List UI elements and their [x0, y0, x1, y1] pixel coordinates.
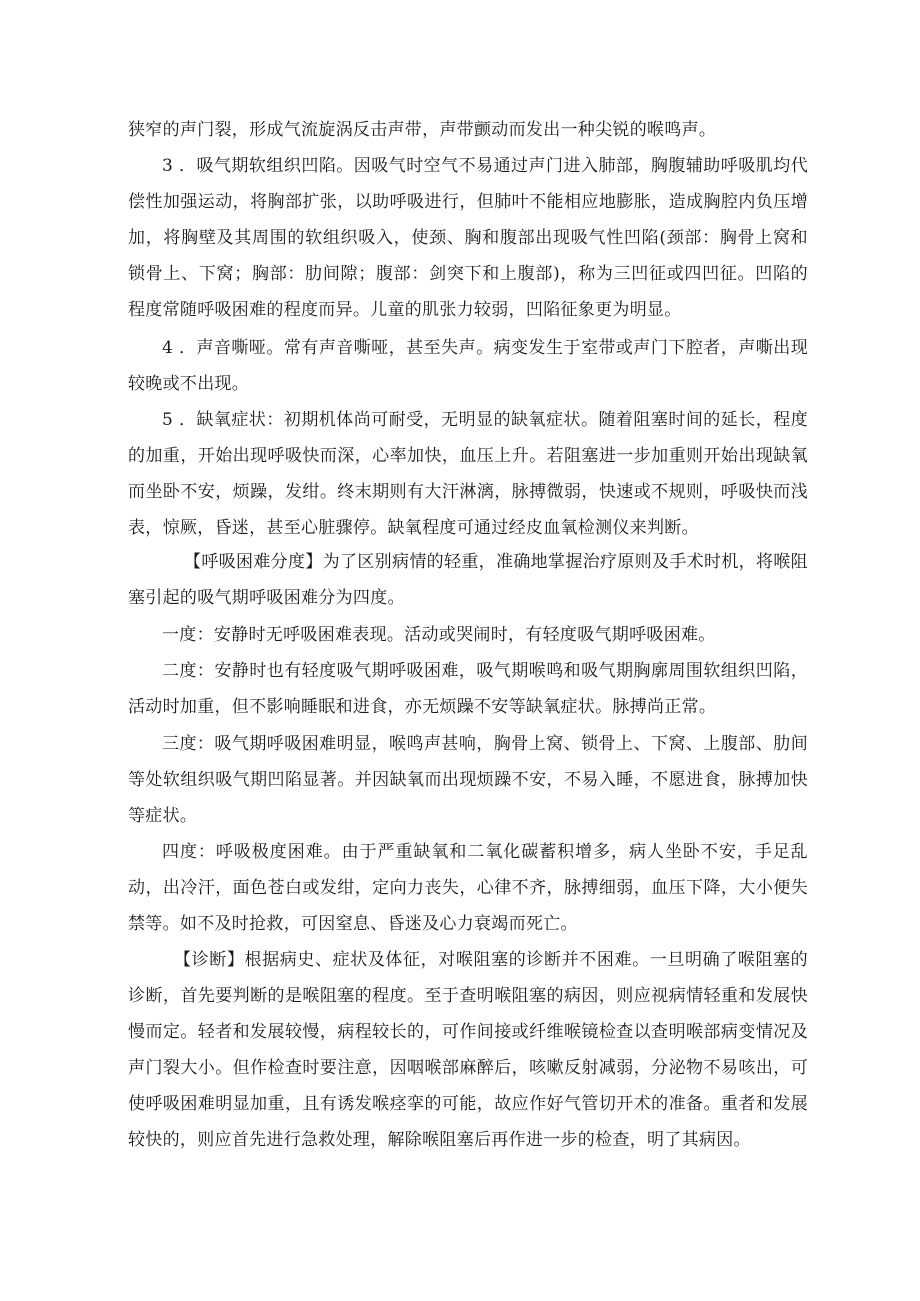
paragraph-grade-one: 一度：安静时无呼吸困难表现。活动或哭闹时，有轻度吸气期呼吸困难。 [162, 625, 716, 645]
paragraph-dyspnea-grading-heading: 【呼吸困难分度】为了区别病情的轻重，准确地掌握治疗原则及手术时机，将喉阻塞引起的吸气期呼吸困难分为四度。 [128, 552, 808, 608]
paragraph-inspiratory-retraction: 3 ．吸气期软组织凹陷。因吸气时空气不易通过声门进入肺部，胸腹辅助呼吸肌均代偿性加强运动，将胸部扩张，以助呼吸进行，但肺叶不能相应地膨胀，造成胸腔内负压增加，将胸壁及其周围的软组织吸入，使颈、胸和腹部出现吸气性凹陷(颈部：胸骨上窝和锁骨上、下窝；胸部：肋间隙；腹部：剑突下和上腹部)，称为三凹征或四凹征。凹陷的程度常随呼吸困难的程度而异。儿童的肌张力较弱，凹陷征象更为明显。 [128, 156, 808, 320]
paragraph-grade-two: 二度：安静时也有轻度吸气期呼吸困难，吸气期喉鸣和吸气期胸廓周围软组织凹陷，活动时加重，但不影响睡眠和进食，亦无烦躁不安等缺氧症状。脉搏尚正常。 [128, 661, 808, 717]
paragraph-stridor-continuation: 狭窄的声门裂，形成气流旋涡反击声带，声带颤动而发出一种尖锐的喉鸣声。 [128, 120, 717, 140]
paragraph-hypoxia-symptoms: 5 ．缺氧症状：初期机体尚可耐受，无明显的缺氧症状。随着阻塞时间的延长，程度的加重，开始出现呼吸快而深，心率加快，血压上升。若阻塞进一步加重则开始出现缺氧而坐卧不安，烦躁，发绀。终末期则有大汗淋漓，脉搏微弱，快速或不规则，呼吸快而浅表，惊厥，昏迷，甚至心脏骤停。缺氧程度可通过经皮血氧检测仪来判断。 [128, 410, 808, 538]
paragraph-grade-three: 三度：吸气期呼吸困难明显，喉鸣声甚响，胸骨上窝、锁骨上、下窝、上腹部、肋间等处软组织吸气期凹陷显著。并因缺氧而出现烦躁不安，不易入睡，不愿进食，脉搏加快等症状。 [128, 734, 808, 826]
paragraph-hoarseness: 4 ．声音嘶哑。常有声音嘶哑，甚至失声。病变发生于室带或声门下腔者，声嘶出现较晚或不出现。 [128, 338, 808, 394]
paragraph-grade-four: 四度：呼吸极度困难。由于严重缺氧和二氧化碳蓄积增多，病人坐卧不安，手足乱动，出冷汗，面色苍白或发绀，定向力丧失，心律不齐，脉搏细弱，血压下降，大小便失禁等。如不及时抢救，可因窒息、昏迷及心力衰竭而死亡。 [128, 842, 808, 934]
paragraph-diagnosis: 【诊断】根据病史、症状及体征，对喉阻塞的诊断并不困难。一旦明确了喉阻塞的诊断，首先要判断的是喉阻塞的程度。至于查明喉阻塞的病因，则应视病情轻重和发展快慢而定。轻者和发展较慢，病程较长的，可作间接或纤维喉镜检查以查明喉部病变情况及声门裂大小。但作检查时要注意，因咽喉部麻醉后，咳嗽反射减弱，分泌物不易咳出，可使呼吸困难明显加重，且有诱发喉痉挛的可能，故应作好气管切开术的准备。重者和发展较快的，则应首先进行急救处理，解除喉阻塞后再作进一步的检查，明了其病因。 [128, 950, 808, 1150]
